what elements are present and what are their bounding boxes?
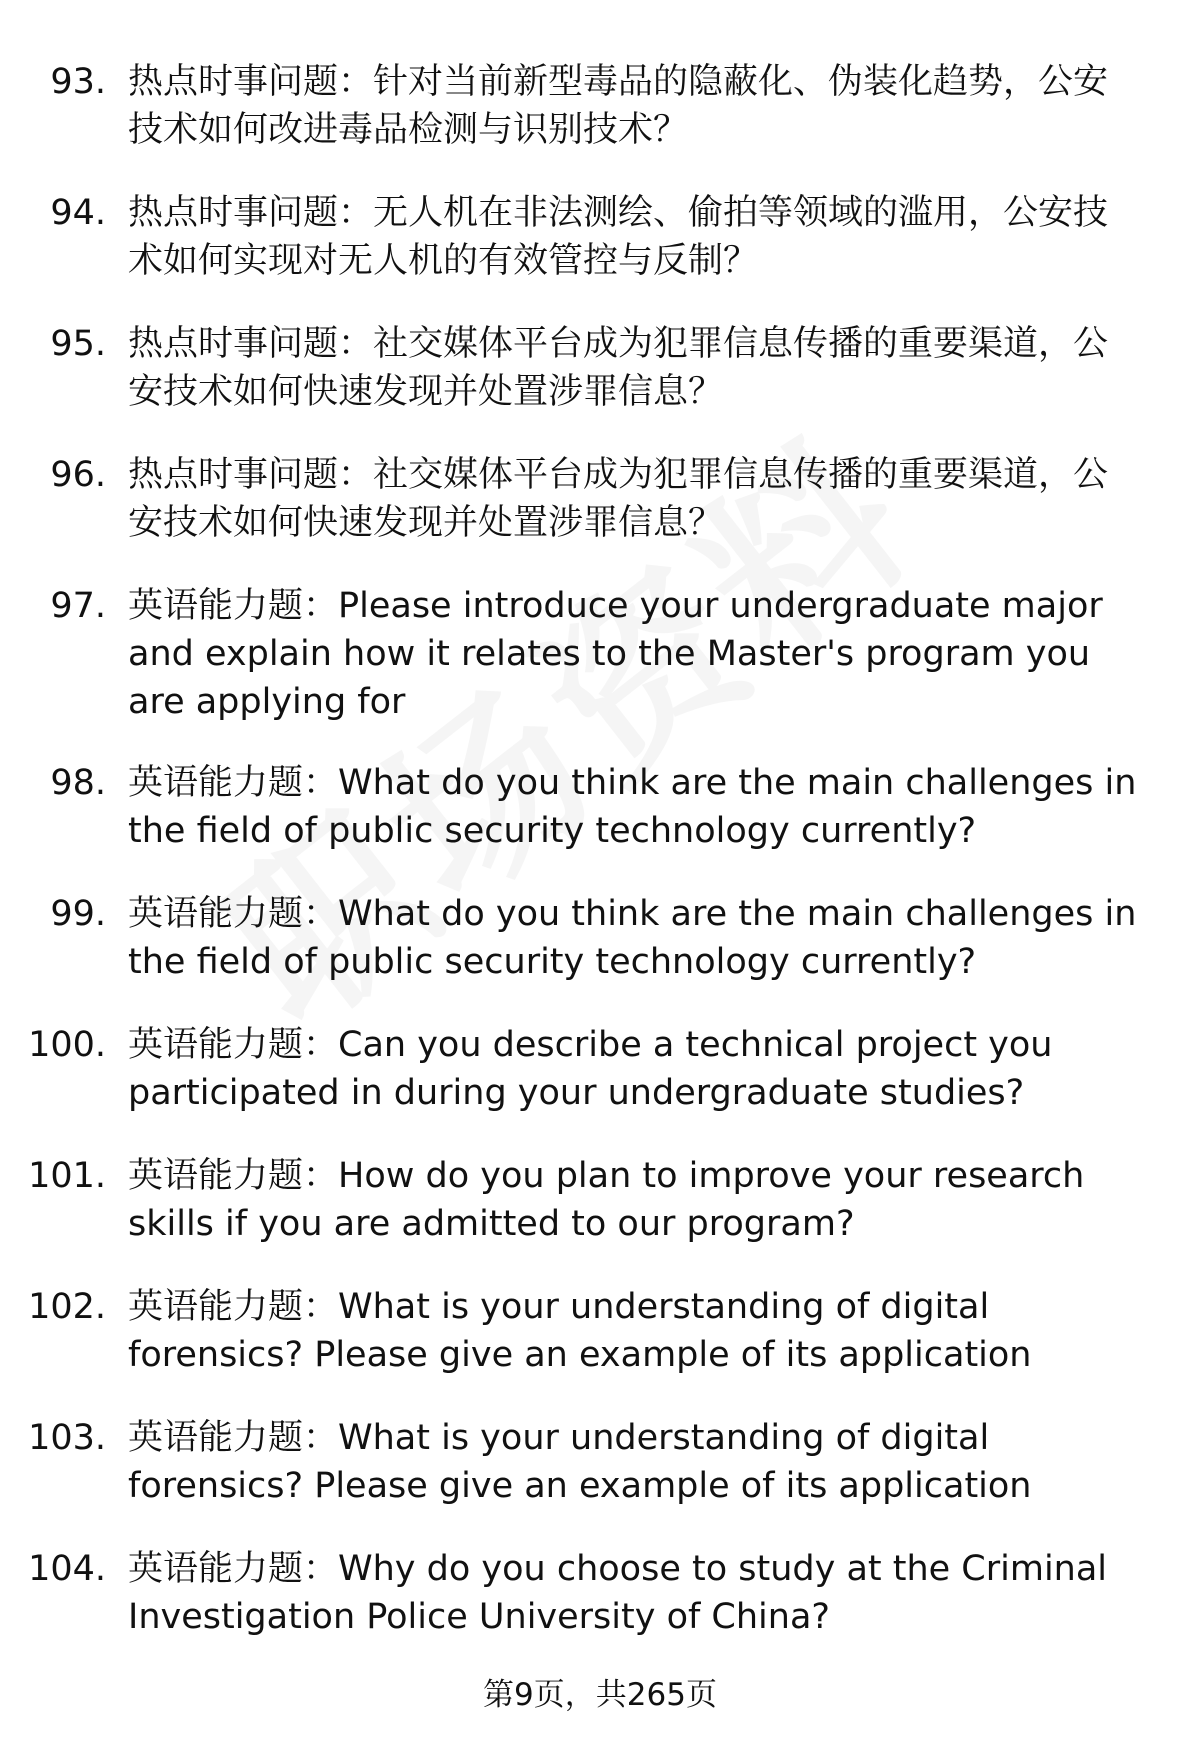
question-item bbox=[0, 890, 1200, 986]
question-item bbox=[0, 759, 1200, 855]
question-item bbox=[0, 58, 1200, 154]
question-number: 101. bbox=[28, 1156, 106, 1196]
question-category: 英语能力题： bbox=[128, 1418, 339, 1458]
question-body bbox=[128, 1545, 1143, 1641]
question-category: 热点时事问题： bbox=[128, 324, 374, 364]
question-text: Why do you choose to study at the Criminal Investigation Police University of China? bbox=[128, 1549, 1108, 1637]
question-text: 无人机在非法测绘、偷拍等领域的滥用，公安技术如何实现对无人机的有效管控与反制？ bbox=[128, 193, 1109, 281]
question-item bbox=[0, 189, 1200, 285]
question-text: 针对当前新型毒品的隐蔽化、伪装化趋势，公安技术如何改进毒品检测与识别技术？ bbox=[128, 62, 1109, 150]
question-text: 社交媒体平台成为犯罪信息传播的重要渠道，公安技术如何快速发现并处置涉罪信息？ bbox=[128, 455, 1109, 543]
question-category: 英语能力题： bbox=[128, 586, 339, 626]
question-body bbox=[128, 320, 1143, 416]
question-item bbox=[0, 1152, 1200, 1248]
question-item bbox=[0, 582, 1200, 726]
question-number: 94. bbox=[50, 193, 106, 233]
question-category: 英语能力题： bbox=[128, 1025, 339, 1065]
question-item bbox=[0, 1414, 1200, 1510]
question-category: 英语能力题： bbox=[128, 1156, 339, 1196]
question-category: 英语能力题： bbox=[128, 1287, 339, 1327]
question-body bbox=[128, 451, 1143, 547]
question-text: 社交媒体平台成为犯罪信息传播的重要渠道，公安技术如何快速发现并处置涉罪信息？ bbox=[128, 324, 1109, 412]
question-text: What do you think are the main challenges in the field of public security technology currently? bbox=[128, 763, 1137, 851]
question-text: What do you think are the main challenges in the field of public security technology currently? bbox=[128, 894, 1137, 982]
question-item bbox=[0, 451, 1200, 547]
question-category: 英语能力题： bbox=[128, 894, 339, 934]
question-number: 104. bbox=[28, 1549, 106, 1589]
question-list bbox=[0, 58, 1200, 1676]
question-number: 102. bbox=[28, 1287, 106, 1327]
question-body bbox=[128, 58, 1143, 154]
question-item bbox=[0, 320, 1200, 416]
question-body bbox=[128, 1152, 1143, 1248]
question-body bbox=[128, 1414, 1143, 1510]
question-text: Please introduce your undergraduate major and explain how it relates to the Master's program you are applying for bbox=[128, 586, 1103, 722]
question-category: 英语能力题： bbox=[128, 763, 339, 803]
question-body bbox=[128, 189, 1143, 285]
question-text: What is your understanding of digital forensics? Please give an example of its application bbox=[128, 1418, 1032, 1506]
question-body bbox=[128, 582, 1143, 726]
question-item bbox=[0, 1545, 1200, 1641]
page-footer: 第9页，共265页 bbox=[483, 1677, 717, 1713]
question-number: 95. bbox=[50, 324, 106, 364]
question-number: 100. bbox=[28, 1025, 106, 1065]
question-number: 99. bbox=[50, 894, 106, 934]
question-number: 93. bbox=[50, 62, 106, 102]
question-number: 96. bbox=[50, 455, 106, 495]
question-item bbox=[0, 1021, 1200, 1117]
question-text: How do you plan to improve your research skills if you are admitted to our program? bbox=[128, 1156, 1085, 1244]
question-text: Can you describe a technical project you participated in during your undergraduate studies? bbox=[128, 1025, 1053, 1113]
question-category: 热点时事问题： bbox=[128, 193, 374, 233]
question-category: 英语能力题： bbox=[128, 1549, 339, 1589]
question-body bbox=[128, 890, 1143, 986]
question-body bbox=[128, 1283, 1143, 1379]
question-number: 97. bbox=[50, 586, 106, 626]
question-item bbox=[0, 1283, 1200, 1379]
question-body bbox=[128, 759, 1143, 855]
question-body bbox=[128, 1021, 1143, 1117]
question-number: 103. bbox=[28, 1418, 106, 1458]
question-number: 98. bbox=[50, 763, 106, 803]
question-category: 热点时事问题： bbox=[128, 455, 374, 495]
question-text: What is your understanding of digital forensics? Please give an example of its application bbox=[128, 1287, 1032, 1375]
question-category: 热点时事问题： bbox=[128, 62, 374, 102]
